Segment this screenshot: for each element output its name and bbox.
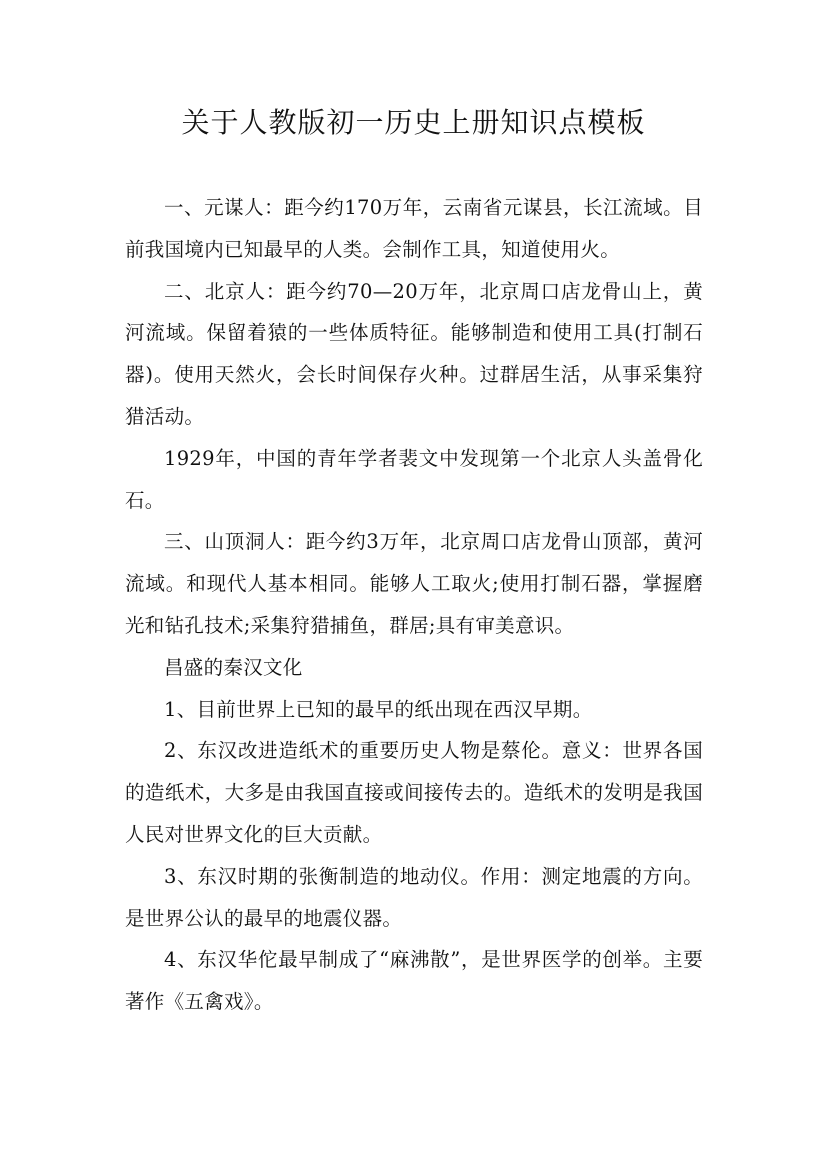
paragraph-earliest-paper: 1、目前世界上已知的最早的纸出现在西汉早期。 (164, 697, 593, 721)
document-body (125, 187, 703, 1023)
paragraph-zhang-heng-seismograph: 3、东汉时期的张衡制造的地动仪。作用：测定地震的方向。是世界公认的最早的地震仪器。 (125, 864, 703, 930)
paragraph-cai-lun-papermaking: 2、东汉改进造纸术的重要历史人物是蔡伦。意义：世界各国的造纸术，大多是由我国直接或间接传去的。造纸术的发明是我国人民对世界文化的巨大贡献。 (125, 739, 703, 846)
document-title: 关于人教版初一历史上册知识点模板 (181, 106, 646, 139)
paragraph-pei-wenzhong-discovery: 1929年，中国的青年学者裴文中发现第一个北京人头盖骨化石。 (125, 446, 703, 512)
paragraph-peking-man: 二、北京人：距今约70—20万年，北京周口店龙骨山上，黄河流域。保留着猿的一些体质特征。能够制造和使用工具(打制石器)。使用天然火，会长时间保存火种。过群居生活，从事采集狩猎活动。 (125, 279, 703, 428)
paragraph-hua-tuo-mafeisan: 4、东汉华佗最早制成了“麻沸散”，是世界医学的创举。主要著作《五禽戏》。 (125, 948, 703, 1014)
paragraph-yuanmou-man: 一、元谋人：距今约170万年，云南省元谋县，长江流域。目前我国境内已知最早的人类。会制作工具，知道使用火。 (125, 196, 703, 261)
paragraph-upper-cave-man: 三、山顶洞人：距今约3万年，北京周口店龙骨山顶部，黄河流域。和现代人基本相同。能够人工取火;使用打制石器，掌握磨光和钻孔技术;采集狩猎捕鱼，群居;具有审美意识。 (125, 530, 703, 637)
section-heading-qin-han-culture: 昌盛的秦汉文化 (164, 655, 303, 679)
